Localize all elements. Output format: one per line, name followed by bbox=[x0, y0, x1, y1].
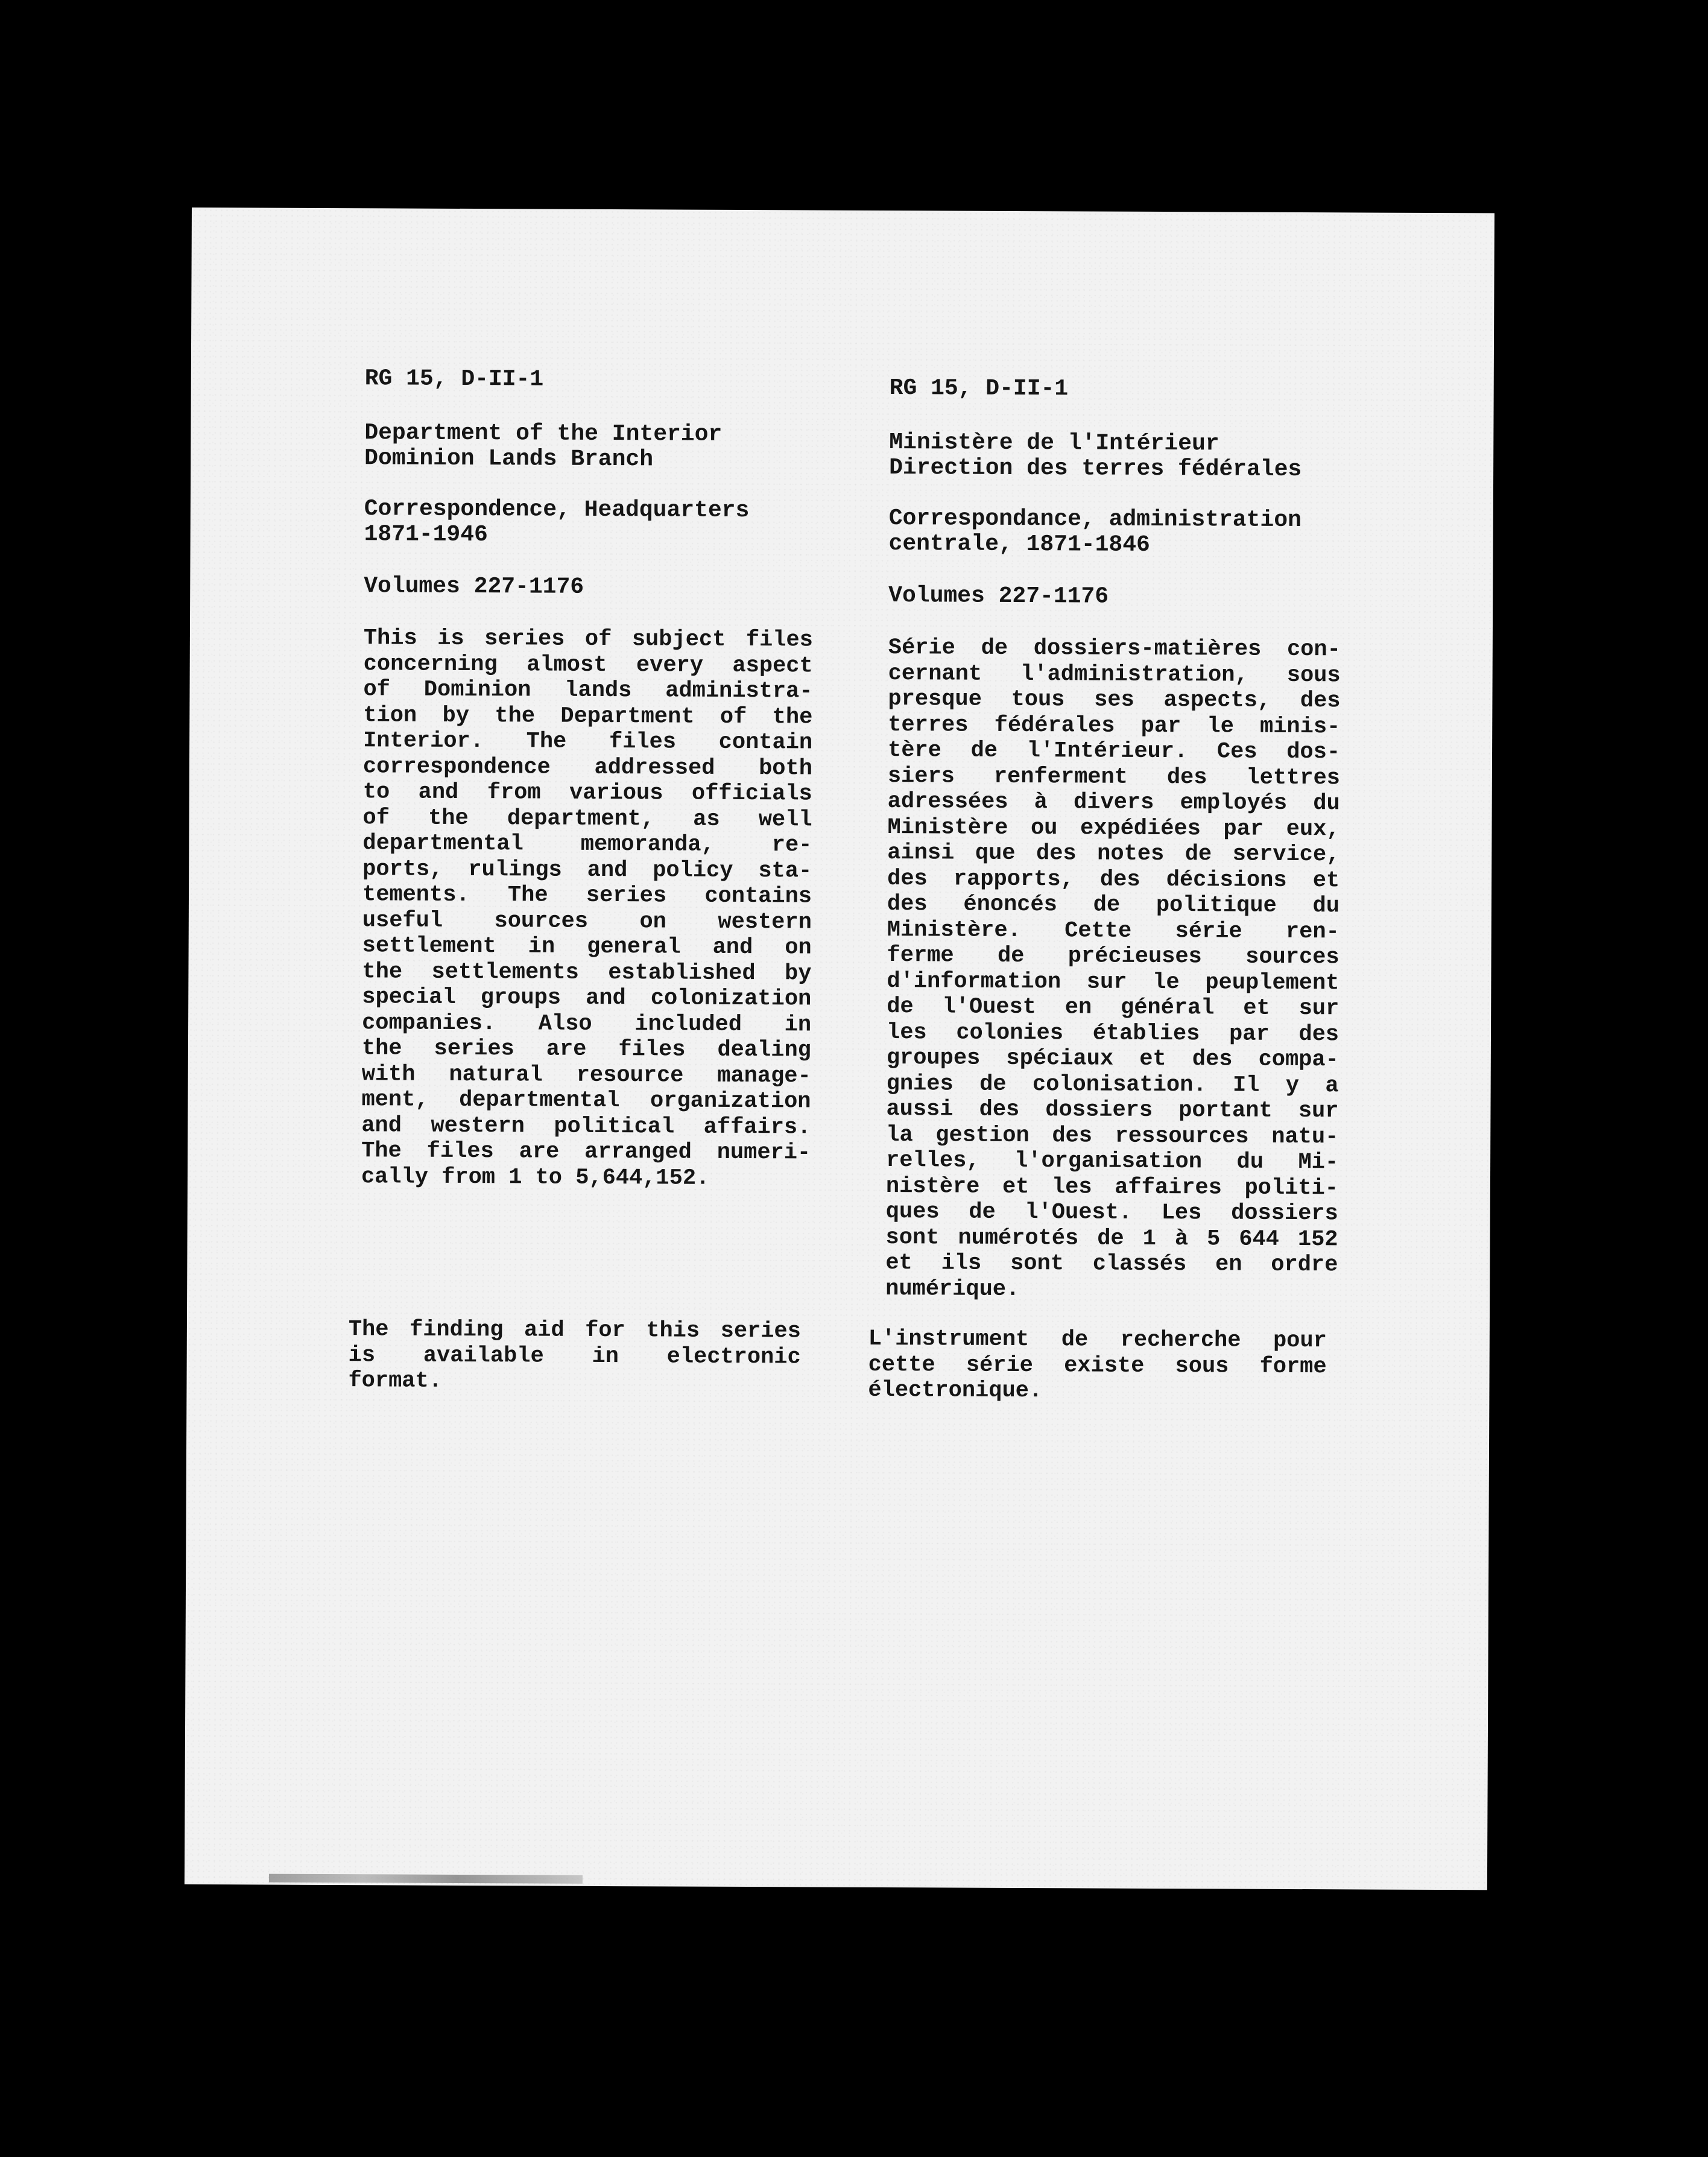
series-dates: 1871-1946 bbox=[364, 521, 488, 548]
description-line: Ministère ou expédiées par eux, bbox=[887, 814, 1340, 842]
description-line: of Dominion lands administra- bbox=[363, 677, 813, 705]
description-line: siers renferment des lettres bbox=[887, 763, 1340, 791]
description-line: adressées à divers employés du bbox=[887, 789, 1340, 817]
finding-aid-line: is available in electronic bbox=[348, 1342, 801, 1370]
branch-name: Direction des terres fédérales bbox=[889, 455, 1302, 483]
finding-aid-line: format. bbox=[348, 1368, 443, 1394]
description-line: the series are files dealing bbox=[361, 1036, 812, 1063]
description-line: useful sources on western bbox=[362, 907, 812, 935]
description-line: of the department, as well bbox=[362, 805, 812, 832]
description-line: aussi des dossiers portant sur bbox=[886, 1097, 1339, 1124]
finding-aid-note bbox=[348, 1317, 801, 1396]
branch-name: Dominion Lands Branch bbox=[364, 445, 654, 473]
scan-edge-artifact bbox=[269, 1874, 583, 1884]
description-line: terres fédérales par le minis- bbox=[888, 712, 1341, 740]
series-title: Correspondence, Headquarters bbox=[364, 496, 750, 524]
finding-aid-line: électronique. bbox=[868, 1377, 1043, 1404]
description-line: to and from various officials bbox=[362, 779, 812, 807]
description-line: gnies de colonisation. Il y a bbox=[886, 1071, 1339, 1098]
description-line: concerning almost every aspect bbox=[363, 651, 813, 679]
description-line: les colonies établies par des bbox=[886, 1019, 1340, 1047]
finding-aid-line: The finding aid for this series bbox=[348, 1317, 801, 1345]
description-line: Interior. The files contain bbox=[363, 728, 813, 756]
description-line: groupes spéciaux et des compa- bbox=[886, 1045, 1339, 1073]
french-column bbox=[788, 210, 1494, 1890]
description-line: and western political affairs. bbox=[361, 1112, 811, 1140]
description-line: Série de dossiers-matières con- bbox=[888, 635, 1341, 663]
description-line: presque tous ses aspects, des bbox=[888, 686, 1341, 714]
description-line: de l'Ouest en général et sur bbox=[887, 994, 1340, 1022]
description-line: special groups and colonization bbox=[362, 984, 812, 1012]
description-line: departmental memoranda, re- bbox=[362, 831, 812, 858]
description-line: Ministère. Cette série ren- bbox=[887, 917, 1340, 945]
description-line: ainsi que des notes de service, bbox=[887, 840, 1340, 868]
volumes-range: Volumes 227-1176 bbox=[888, 583, 1109, 610]
description-line: relles, l'organisation du Mi- bbox=[886, 1148, 1339, 1176]
finding-aid-line: cette série existe sous forme bbox=[868, 1352, 1327, 1379]
volumes-range: Volumes 227-1176 bbox=[364, 573, 584, 600]
series-title: Correspondance, administration bbox=[888, 505, 1302, 534]
document-page bbox=[185, 207, 1494, 1890]
department-name: Department of the Interior bbox=[364, 420, 723, 448]
description-line: with natural resource manage- bbox=[361, 1061, 811, 1089]
description-line: numérique. bbox=[885, 1276, 1020, 1302]
finding-aid-note bbox=[868, 1326, 1327, 1405]
description-line: ports, rulings and policy sta- bbox=[362, 856, 812, 884]
description-line: nistère et les affaires politi- bbox=[885, 1173, 1339, 1201]
reference-code: RG 15, D-II-1 bbox=[364, 366, 544, 393]
description-line: The files are arranged numeri- bbox=[361, 1138, 811, 1166]
description-line: et ils sont classés en ordre bbox=[885, 1250, 1338, 1278]
description-line: d'information sur le peuplement bbox=[887, 968, 1340, 996]
description-line: sont numérotés de 1 à 5 644 152 bbox=[885, 1224, 1338, 1252]
description-line: ferme de précieuses sources bbox=[887, 943, 1340, 971]
description-line: cernant l'administration, sous bbox=[888, 660, 1341, 688]
english-column bbox=[185, 207, 813, 1887]
finding-aid-line: L'instrument de recherche pour bbox=[868, 1326, 1327, 1354]
description-line: cally from 1 to 5,644,152. bbox=[361, 1164, 710, 1191]
description-line: des rapports, des décisions et bbox=[887, 866, 1340, 893]
description-line: la gestion des ressources natu- bbox=[886, 1122, 1339, 1150]
description-line: tère de l'Intérieur. Ces dos- bbox=[887, 738, 1341, 765]
description-line: the settlements established by bbox=[362, 958, 812, 986]
description-line: tion by the Department of the bbox=[363, 702, 813, 730]
description-line: correspondence addressed both bbox=[362, 753, 813, 781]
department-name: Ministère de l'Intérieur bbox=[889, 429, 1219, 457]
reference-code: RG 15, D-II-1 bbox=[889, 375, 1069, 402]
description-line: tements. The series contains bbox=[362, 882, 812, 910]
description-line: ment, departmental organization bbox=[361, 1087, 811, 1115]
series-description bbox=[885, 635, 1341, 1303]
series-description bbox=[361, 626, 813, 1191]
series-dates: centrale, 1871-1846 bbox=[888, 531, 1150, 558]
description-line: This is series of subject files bbox=[363, 626, 813, 653]
description-line: ques de l'Ouest. Les dossiers bbox=[885, 1199, 1338, 1227]
description-line: settlement in general and on bbox=[362, 933, 812, 961]
description-line: companies. Also included in bbox=[362, 1010, 812, 1037]
description-line: des énoncés de politique du bbox=[887, 892, 1340, 919]
